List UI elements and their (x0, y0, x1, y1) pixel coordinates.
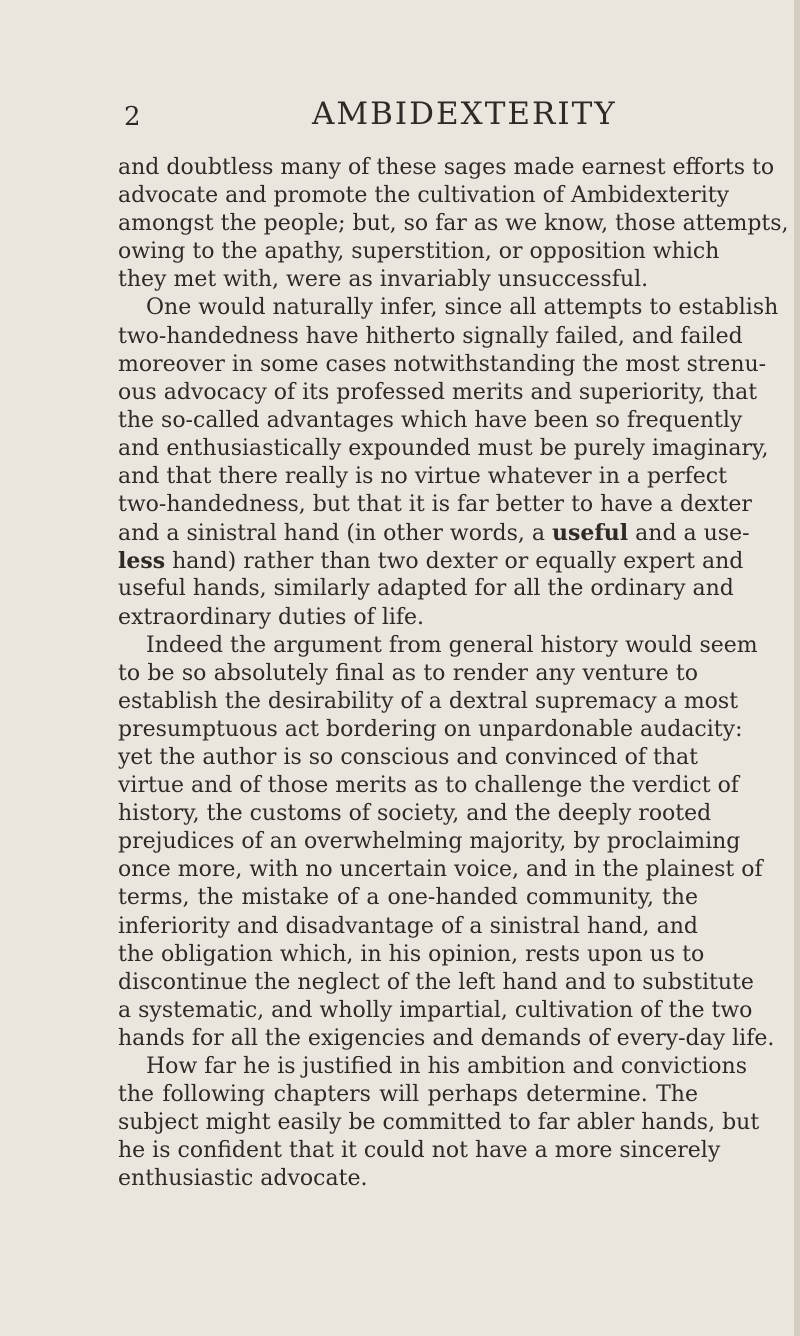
text-line: prejudices of an overwhelming majority, by proclaiming (118, 829, 741, 855)
text-segment: and a use- (635, 521, 750, 547)
running-head (0, 96, 800, 136)
text-segment: and a sinistral hand (in other words, a (118, 521, 545, 547)
text-line: two-handedness have hitherto signally failed, and failed (118, 323, 743, 349)
text-line: they met with, were as invariably unsuccessful. (118, 267, 649, 293)
text-line: two-handedness, but that it is far better to have a dexter (118, 492, 752, 518)
text-segment: hand) rather than two dexter or equally expert and (172, 549, 744, 575)
text-line: How far he is justified in his ambition and convictions (146, 1054, 747, 1079)
text-line: establish the desirability of a dextral supremacy a most (118, 688, 739, 714)
text-line: and doubtless many of these sages made earnest efforts to (118, 155, 775, 180)
text-line: advocate and promote the cultivation of Ambidexterity (118, 183, 730, 209)
emphasis-less: less (118, 548, 166, 575)
text-line-mixed (118, 519, 750, 547)
text-line: and that there really is no virtue whatever in a perfect (118, 464, 727, 490)
text-line: ous advocacy of its professed merits and superiority, that (118, 379, 758, 405)
text-line: the following chapters will perhaps determine. The (118, 1082, 698, 1108)
text-line: a systematic, and wholly impartial, cultivation of the two (118, 997, 753, 1023)
text-line: to be so absolutely final as to render any venture to (118, 660, 698, 686)
text-line: One would naturally infer, since all attempts to establish (146, 295, 779, 321)
text-line: Indeed the argument from general history would seem (146, 632, 758, 658)
text-line: subject might easily be committed to far abler hands, but (118, 1110, 760, 1136)
text-line-mixed (118, 547, 744, 575)
text-line: he is confident that it could not have a more sincerely (118, 1138, 721, 1164)
running-title: AMBIDEXTERITY (312, 96, 617, 132)
emphasis-useful: useful (551, 520, 629, 547)
text-line: hands for all the exigencies and demands of every-day life. (118, 1025, 775, 1051)
text-line: useful hands, similarly adapted for all the ordinary and (118, 576, 734, 602)
text-line: the so-called advantages which have been so frequently (118, 407, 743, 433)
text-line: presumptuous act bordering on unpardonable audacity: (118, 716, 743, 742)
page-number: 2 (124, 102, 141, 132)
text-line: inferiority and disadvantage of a sinistral hand, and (118, 913, 698, 939)
text-line: amongst the people; but, so far as we know, those attempts, (118, 211, 789, 237)
text-line: and enthusiastically expounded must be purely imaginary, (118, 435, 769, 461)
text-line: history, the customs of society, and the deeply rooted (118, 801, 712, 827)
text-line: owing to the apathy, superstition, or opposition which (118, 239, 720, 265)
text-line: discontinue the neglect of the left hand and to substitute (118, 969, 754, 995)
page-edge-shadow (794, 0, 800, 1336)
text-line: the obligation which, in his opinion, rests upon us to (118, 941, 705, 967)
text-line: extraordinary duties of life. (118, 604, 425, 630)
text-line: once more, with no uncertain voice, and in the plainest of (118, 857, 763, 883)
text-line: yet the author is so conscious and convinced of that (118, 744, 698, 770)
text-line: terms, the mistake of a one-handed community, the (118, 885, 698, 911)
body-text (118, 154, 789, 1193)
text-line: enthusiastic advocate. (118, 1166, 368, 1192)
text-line: virtue and of those merits as to challenge the verdict of (118, 773, 739, 799)
text-line: moreover in some cases notwithstanding the most strenu- (118, 351, 767, 377)
